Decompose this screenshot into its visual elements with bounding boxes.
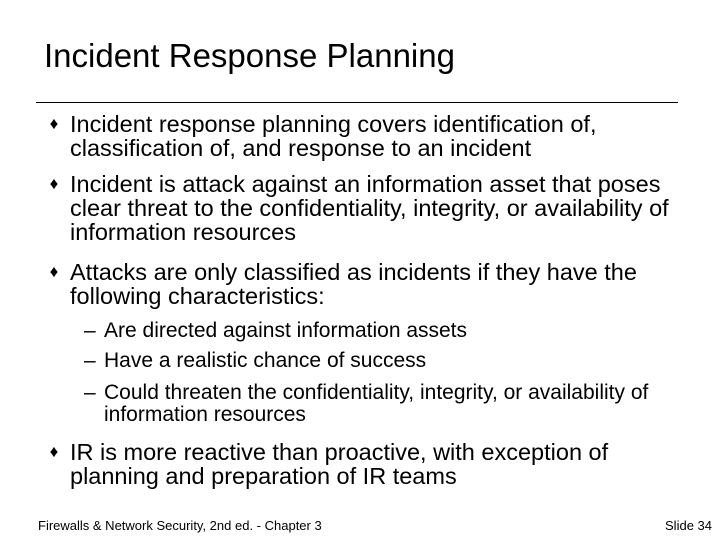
footer-course-label: Firewalls & Network Security, 2nd ed. - Chapter 3	[38, 518, 322, 533]
bullet-text: Incident is attack against an information asset that poses clear threat to the confidentiality, integrity, or availability of information resources	[70, 171, 669, 245]
sub-bullet-item	[84, 350, 684, 372]
diamond-bullet-icon: ♦	[49, 114, 59, 133]
diamond-bullet-icon: ♦	[49, 262, 59, 281]
diamond-bullet-icon: ♦	[49, 174, 59, 193]
bullet-text: Incident response planning covers identification of, classification of, and response to an incident	[70, 111, 597, 161]
bullet-text: IR is more reactive than proactive, with exception of planning and preparation of IR teams	[70, 439, 609, 489]
diamond-bullet-icon: ♦	[49, 442, 59, 461]
dash-bullet-icon: –	[84, 319, 96, 342]
sub-bullet-item	[84, 320, 684, 342]
title-divider	[36, 102, 678, 103]
bullet-item	[44, 172, 684, 244]
bullet-text: Attacks are only classified as incidents if they have the following characteristics:	[70, 259, 637, 309]
dash-bullet-icon: –	[84, 381, 96, 404]
sub-bullet-text: Are directed against information assets	[104, 319, 468, 342]
sub-bullet-text: Could threaten the confidentiality, integrity, or availability of information resources	[104, 381, 649, 426]
dash-bullet-icon: –	[84, 349, 96, 372]
footer-slide-number: Slide 34	[665, 518, 712, 533]
bullet-item	[44, 440, 684, 488]
bullet-item	[44, 260, 684, 308]
bullet-item	[44, 112, 684, 160]
sub-bullet-item	[84, 382, 684, 426]
slide-title: Incident Response Planning	[44, 37, 455, 74]
sub-bullet-text: Have a realistic chance of success	[104, 349, 427, 372]
